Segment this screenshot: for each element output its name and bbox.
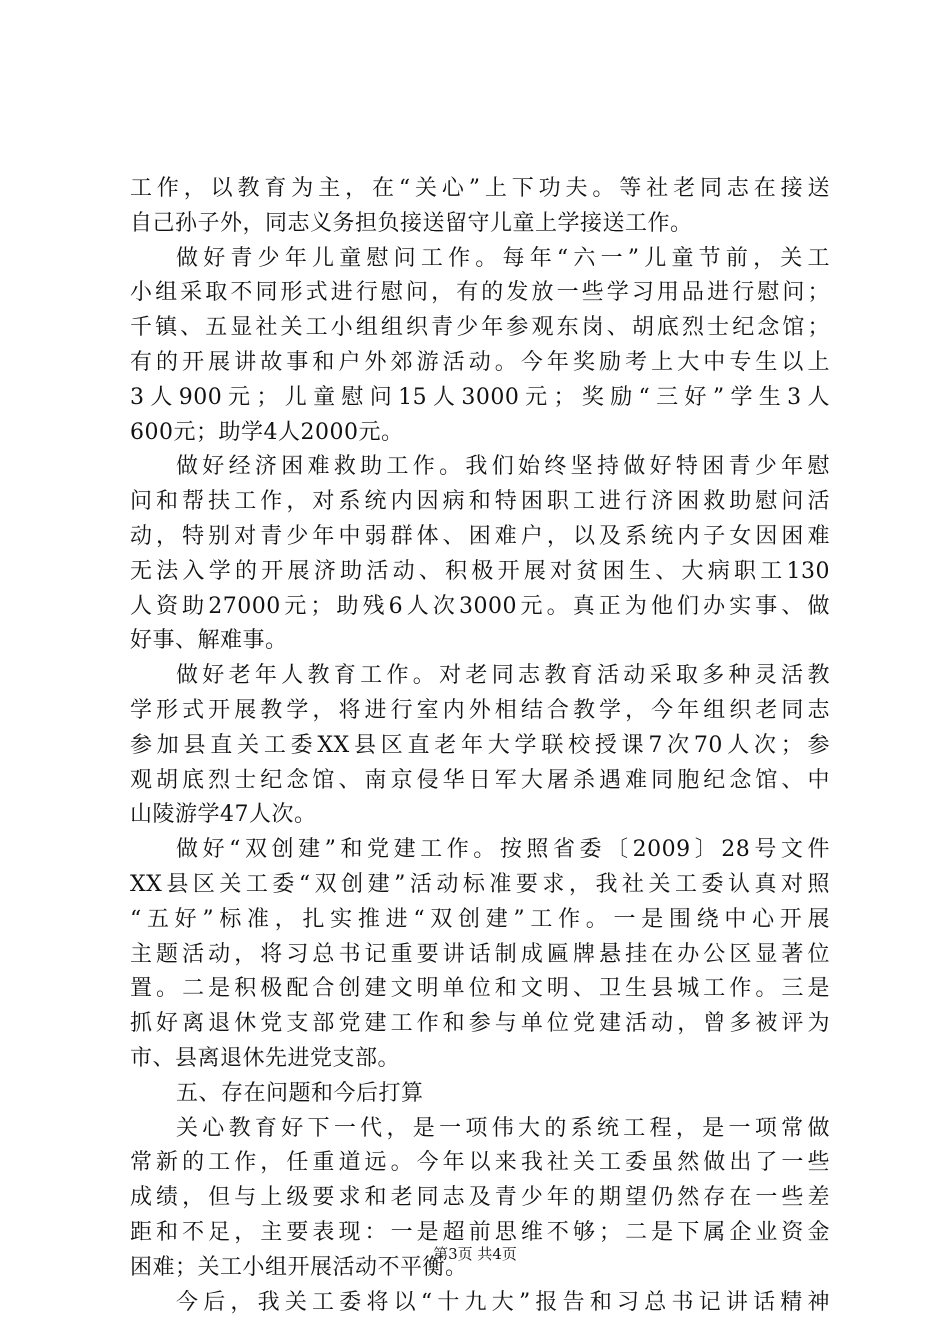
text-line: 观胡底烈士纪念馆、南京侵华日军大屠杀遇难同胞纪念馆、中 [130, 767, 830, 793]
text-line: 关心教育好下一代，是一项伟大的系统工程，是一项常做 [176, 1115, 830, 1141]
text-line: 置。二是积极配合创建文明单位和文明、卫生县城工作。三是 [130, 976, 830, 1002]
text-line: 无法入学的开展济助活动、积极开展对贫困生、大病职工130 [130, 558, 830, 584]
text-line: 做好青少年儿童慰问工作。每年“六一”儿童节前，关工 [176, 245, 830, 271]
text-line: 困难；关工小组开展活动不平衡。 [130, 1254, 468, 1280]
text-line: “五好”标准，扎实推进“双创建”工作。一是围绕中心开展 [130, 906, 830, 932]
text-line: 问和帮扶工作，对系统内因病和特困职工进行济困救助慰问活 [130, 489, 830, 515]
text-line: 人资助27000元；助残6人次3000元。真正为他们办实事、做 [130, 593, 830, 619]
text-line: 3人900元；儿童慰问15人3000元；奖励“三好”学生3人 [130, 384, 830, 410]
text-line: 市、县离退休先进党支部。 [130, 1045, 401, 1071]
document-body [130, 172, 830, 1320]
text-line: 五、存在问题和今后打算 [176, 1080, 424, 1106]
text-line: 成绩，但与上级要求和老同志及青少年的期望仍然存在一些差 [130, 1185, 830, 1211]
text-line: 动，特别对青少年中弱群体、困难户，以及系统内子女因困难 [130, 523, 830, 549]
text-line: 小组采取不同形式进行慰问，有的发放一些学习用品进行慰问； [130, 280, 830, 306]
text-line: 山陵游学47人次。 [130, 802, 317, 828]
text-line: 参加县直关工委XX县区直老年大学联校授课7次70人次；参 [130, 732, 830, 758]
text-line: XX县区关工委“双创建”活动标准要求，我社关工委认真对照 [130, 871, 830, 897]
text-line: 600元；助学4人2000元。 [130, 419, 404, 445]
text-line: 工作，以教育为主，在“关心”上下功夫。等社老同志在接送 [130, 176, 830, 201]
text-line: 常新的工作，任重道远。今年以来我社关工委虽然做出了一些 [130, 1150, 830, 1176]
text-line: 主题活动，将习总书记重要讲话制成匾牌悬挂在办公区显著位 [130, 941, 830, 967]
page-footer: 第3页 共4页 [433, 1245, 517, 1263]
text-line: 学形式开展教学，将进行室内外相结合教学，今年组织老同志 [130, 697, 830, 723]
text-line: 千镇、五显社关工小组组织青少年参观东岗、胡底烈士纪念馆； [130, 315, 830, 341]
text-line: 抓好离退休党支部党建工作和参与单位党建活动，曾多被评为 [130, 1011, 830, 1037]
text-line: 做好经济困难救助工作。我们始终坚持做好特困青少年慰 [176, 454, 830, 480]
text-line: 有的开展讲故事和户外郊游活动。今年奖励考上大中专生以上 [130, 349, 830, 375]
text-line: 今后，我关工委将以“十九大”报告和习总书记讲话精神 [176, 1289, 830, 1315]
text-line: 做好老年人教育工作。对老同志教育活动采取多种灵活教 [176, 663, 830, 689]
text-line: 自己孙子外，同志义务担负接送留守儿童上学接送工作。 [130, 210, 693, 236]
text-line: 距和不足，主要表现：一是超前思维不够；二是下属企业资金 [130, 1219, 830, 1245]
text-line: 好事、解难事。 [130, 628, 288, 654]
text-line: 做好“双创建”和党建工作。按照省委〔2009〕28号文件 [176, 837, 830, 863]
